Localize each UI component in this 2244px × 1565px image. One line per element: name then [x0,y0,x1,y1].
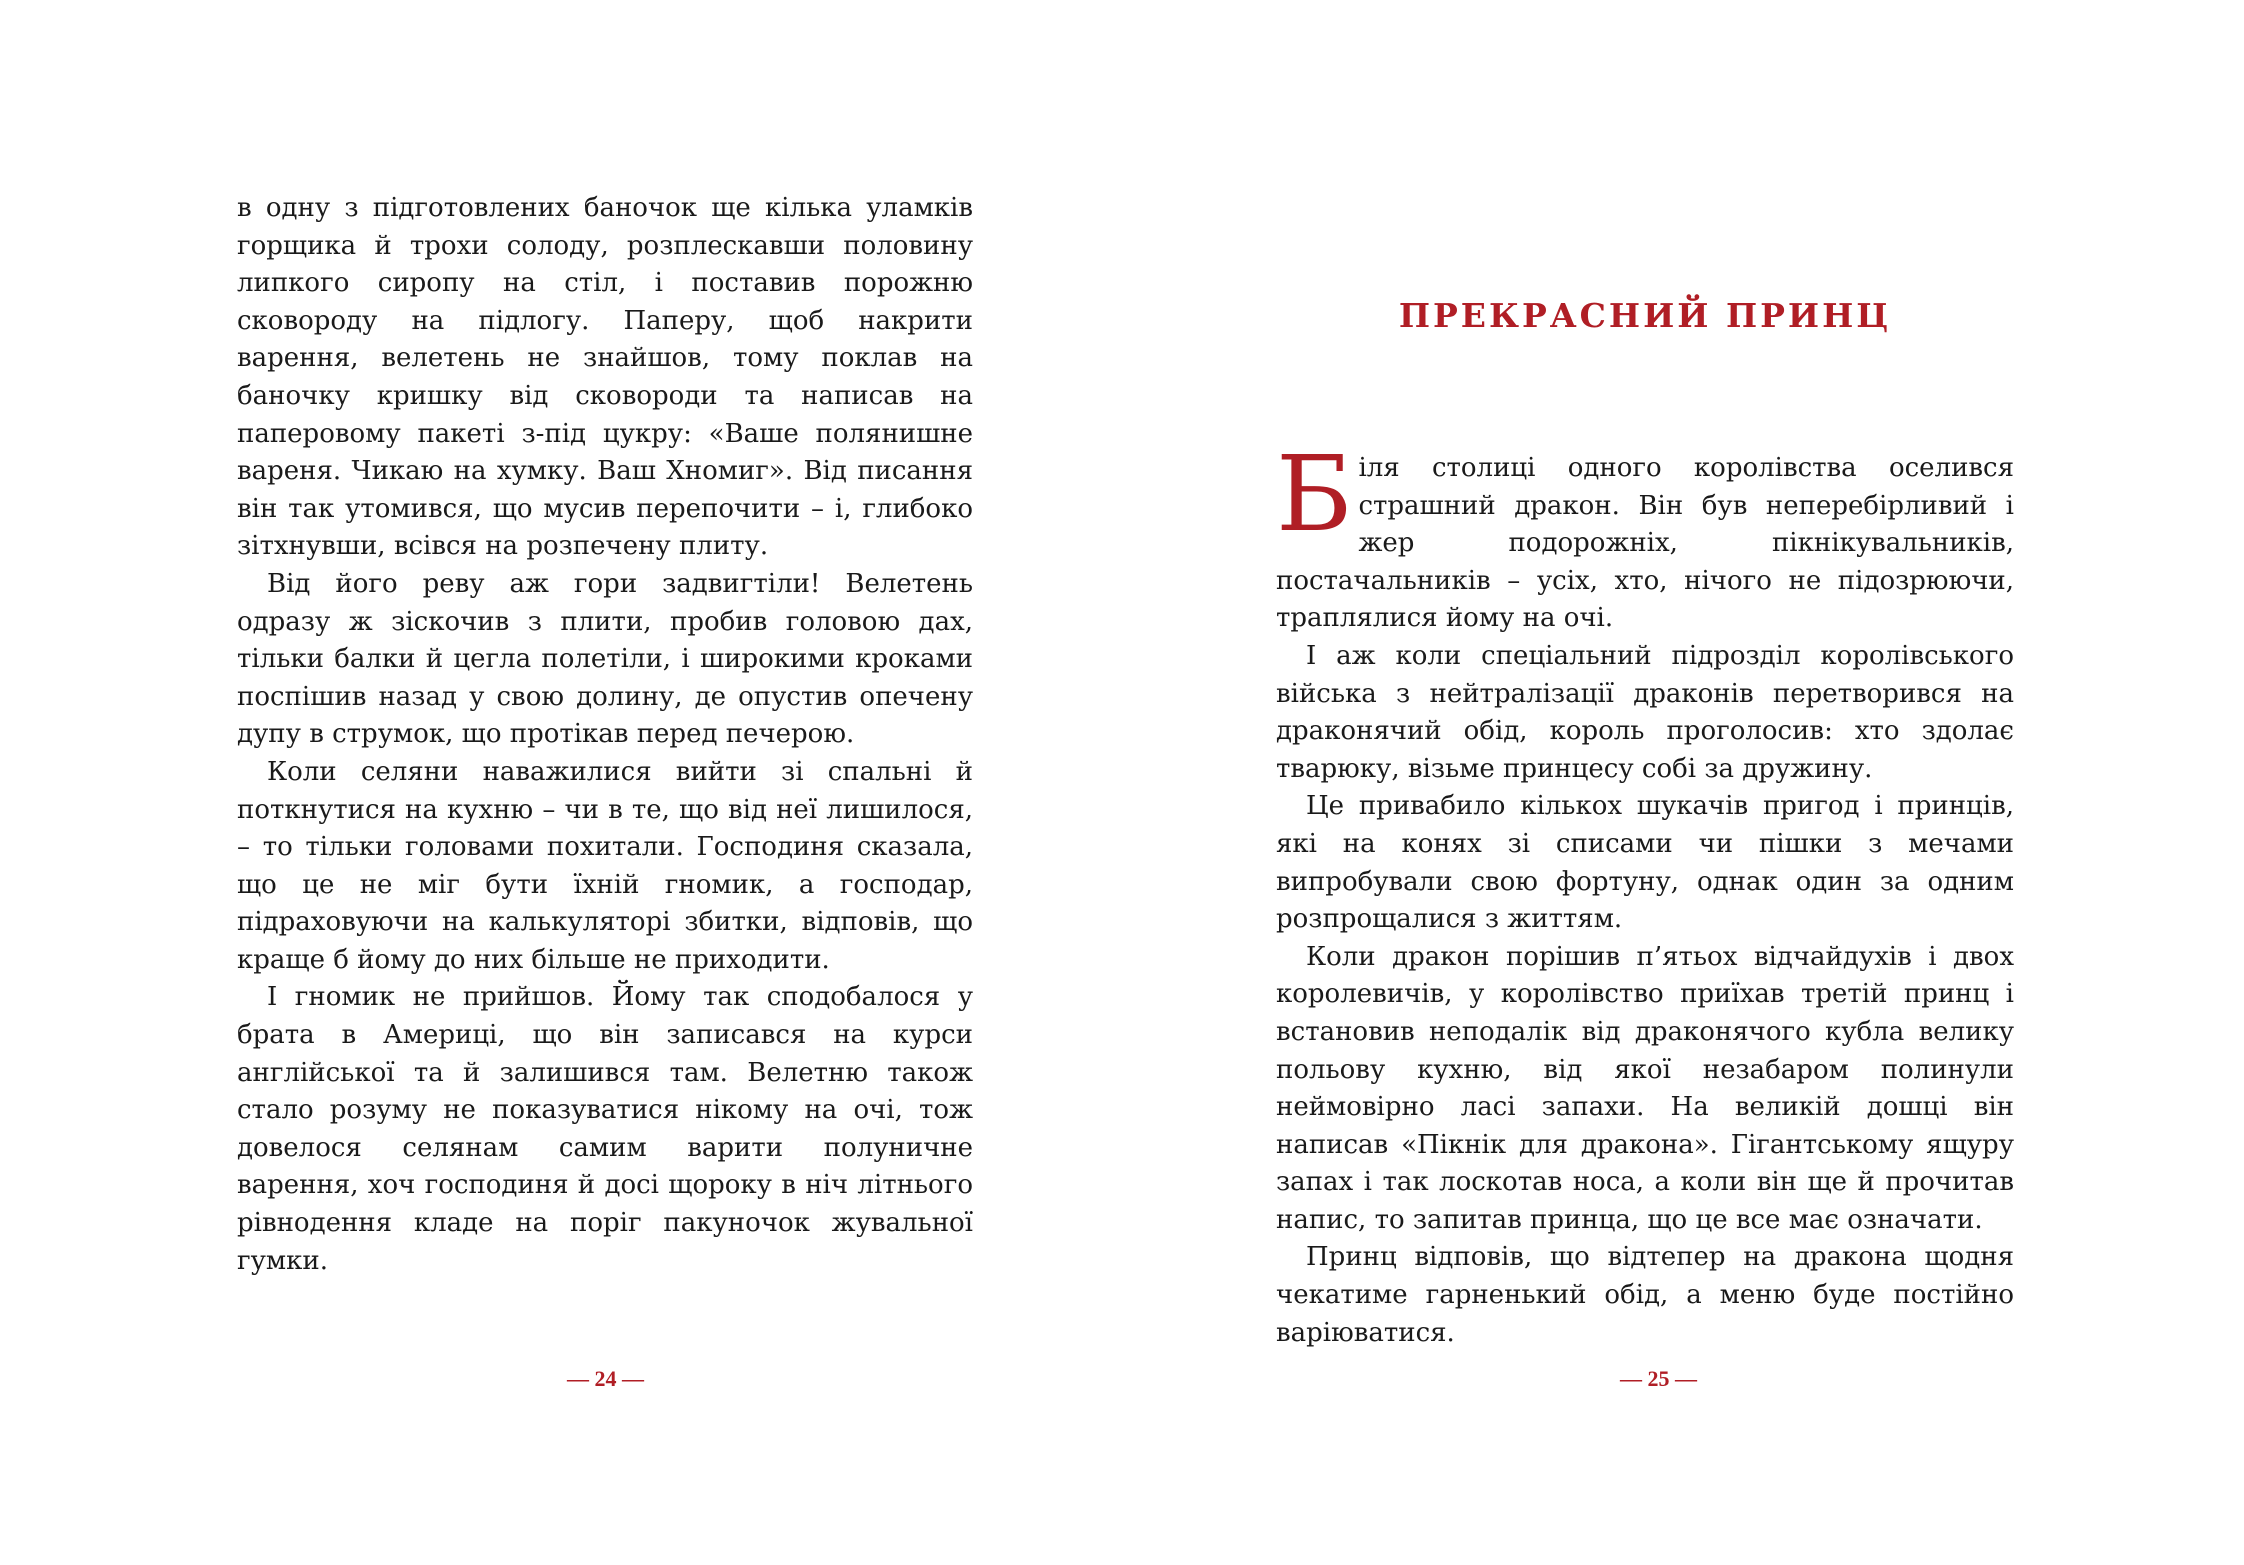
paragraph: Коли селяни наважилися вийти зі спальні й поткнутися на кухню – чи в те, що від неї лишилося, – то тільки головами похитали. Господиня сказала, що це не міг бути їхній гномик, а господар, підраховуючи на калькуляторі збитки, відповів, що краще б йому до них більше не приходити. [237,756,973,975]
paragraph: Це привабило кількох шукачів пригод і принців, які на конях зі списами чи пішки з мечами випробували свою фортуну, однак один за одним розпрощалися з життям. [1276,791,2014,935]
right-page-text [1276,433,2014,1352]
opening-paragraph-text: іля столиці одного королівства оселився страшний дракон. Він був неперебірливий і жер подорожніх, пікнікувальників, постачальників – усіх, хто, нічого не підозрюючи, траплялися йому на очі. [1276,453,2014,634]
left-page-text [237,190,973,1280]
page-number: — 25 — [1620,1366,1697,1391]
paragraph: Принц відповів, що відтепер на дракона щодня чекатиме гарненький обід, а меню буде постійно варіюватися. [1276,1242,2014,1348]
drop-cap: Б [1276,433,1353,555]
page-number: — 24 — [567,1366,644,1391]
right-page [1122,0,2244,1565]
paragraph: Коли дракон порішив п’ятьох відчайдухів і двох королевичів, у королівство приїхав третій принц і встановив неподалік від драконячого кубла велику польову кухню, від якої незабаром полинули неймовірно ласі запахи. На великій дошці він написав «Пікнік для дракона». Гігантському ящуру запах і так лоскотав носа, а коли він ще й прочитав напис, то запитав принца, що це все має означати. [1276,941,2014,1235]
paragraph: І гномик не прийшов. Йому так сподобалося у брата в Америці, що він записався на курси англійської та й залишився там. Велетню також стало розуму не показуватися нікому на очі, тож довелося селянам самим варити полуничне варення, хоч господиня й досі щороку в ніч літнього рівнодення кладе на поріг пакуночок жувальної гумки. [237,982,973,1276]
chapter-title: ПРЕКРАСНИЙ ПРИНЦ [1398,296,1892,335]
opening-paragraph [1276,433,2014,638]
paragraph: І аж коли спеціальний підрозділ королівського війська з нейтралізації драконів перетворився на драконячий обід, король проголосив: хто здолає тварюку, візьме принцесу собі за дружину. [1276,640,2014,784]
paragraph: в одну з підготовлених баночок ще кілька уламків горщика й трохи солоду, розплескавши половину липкого сиропу на стіл, і поставив порожню сковороду на підлогу. Паперу, щоб накрити варення, велетень не знайшов, тому поклав на баночку кришку від сковороди та написав на паперовому пакеті з-під цукру: «Ваше полянишне вареня. Чикаю на хумку. Ваш Хномиг». Від писання він так утомився, що мусив перепочити – і, глибоко зітхнувши, всівся на розпечену плиту. [237,193,973,562]
paragraph: Від його реву аж гори задвигтіли! Велетень одразу ж зіскочив з плити, пробив головою дах, тільки балки й цегла полетіли, і широкими кроками поспішив назад у свою долину, де опустив опечену дупу в струмок, що протікав перед печерою. [237,568,973,750]
